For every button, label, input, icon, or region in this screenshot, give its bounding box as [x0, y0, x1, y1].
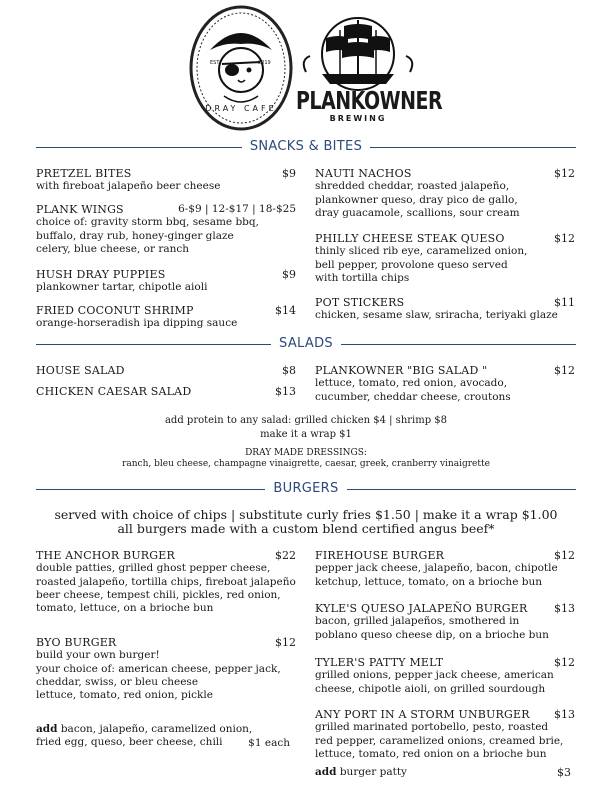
menu-item-fried-coconut-shrimp	[36, 304, 296, 331]
brewery-name: PLANKOWNER	[296, 86, 443, 116]
item-name: KYLE'S QUESO JALAPEÑO BURGER	[315, 602, 528, 615]
item-name: POT STICKERS	[315, 296, 405, 309]
menu-item-byo-burger	[36, 636, 296, 702]
unburger-add-text: burger patty	[336, 766, 407, 778]
section-header-snacks	[36, 138, 576, 156]
burger-beef-note: all burgers made with a custom blend certified angus beef*	[117, 521, 495, 536]
item-name: BYO BURGER	[36, 636, 117, 649]
item-name: ANY PORT IN A STORM UNBURGER	[315, 708, 530, 721]
item-price: $12	[554, 167, 575, 180]
dressings-list: ranch, bleu cheese, champagne vinaigrette, caesar, greek, cranberry vinaigrette	[122, 459, 490, 469]
brewery-sub: BREWING	[329, 114, 387, 123]
item-desc: double patties, grilled ghost pepper cheese, roasted jalapeño, tortilla chips, fireboat jalapeño beer cheese, tempest chili, pickles, red onion, tomato, lettuce, on a brioche bun	[36, 562, 296, 615]
byo-add-line1: bacon, jalapeño, caramelized onion,	[57, 723, 253, 735]
item-price: $11	[554, 296, 575, 309]
cafe-name: DRAY CAFE	[205, 104, 277, 113]
cafe-est-label: EST	[210, 60, 220, 66]
item-desc: with fireboat jalapeño beer cheese	[36, 180, 221, 193]
item-price: $12	[554, 232, 575, 245]
dressings-title: DRAY MADE DRESSINGS:	[245, 448, 367, 458]
item-price: $22	[275, 549, 296, 562]
menu-item-kyles-queso-jalapeno-burger	[315, 602, 575, 642]
item-name: CHICKEN CAESAR SALAD	[36, 385, 192, 398]
byo-add-ons	[36, 723, 296, 749]
item-price: 6-$9 | 12-$17 | 18-$25	[178, 203, 296, 215]
item-name: HOUSE SALAD	[36, 364, 125, 377]
item-desc: chicken, sesame slaw, sriracha, teriyaki glaze	[315, 309, 558, 322]
menu-item-any-port-unburger	[315, 708, 575, 761]
item-name: HUSH DRAY PUPPIES	[36, 268, 166, 281]
item-price: $8	[282, 364, 296, 377]
burger-sides-note: served with choice of chips | substitute curly fries $1.50 | make it a wrap $1.00	[54, 507, 558, 522]
section-header-burgers	[36, 480, 576, 498]
unburger-add-on	[315, 766, 575, 779]
item-desc: shredded cheddar, roasted jalapeño, plankowner queso, dray pico de gallo, dray guacamole, scallions, sour cream	[315, 180, 520, 219]
item-name: FIREHOUSE BURGER	[315, 549, 445, 562]
item-desc: lettuce, tomato, red onion, avocado, cucumber, cheddar cheese, croutons	[315, 377, 511, 403]
menu-item-pot-stickers	[315, 296, 575, 323]
item-desc: thinly sliced rib eye, caramelized onion, bell pepper, provolone queso served with tortilla chips	[315, 245, 528, 284]
unburger-add-price: $3	[557, 766, 571, 779]
menu-item-hush-dray-puppies	[36, 268, 296, 295]
byo-add-line2: fried egg, queso, beer cheese, chili	[36, 736, 223, 749]
menu-item-plank-wings	[36, 203, 296, 256]
item-name: PLANK WINGS	[36, 203, 124, 216]
item-desc: build your own burger! your choice of: american cheese, pepper jack, cheddar, swiss, or bleu cheese lettuce, tomato, red onion, pickle	[36, 649, 281, 702]
menu-item-chicken-caesar-salad	[36, 385, 296, 398]
item-desc: bacon, grilled jalapeños, smothered in poblano queso cheese dip, on a brioche bun	[315, 615, 549, 641]
section-header-salads	[36, 335, 576, 353]
item-price: $9	[282, 167, 296, 180]
item-price: $12	[554, 656, 575, 669]
item-desc: grilled onions, pepper jack cheese, american cheese, chipotle aioli, on grilled sourdough	[315, 669, 554, 695]
item-name: TYLER'S PATTY MELT	[315, 656, 444, 669]
item-price: $13	[554, 708, 575, 721]
item-desc: grilled marinated portobello, pesto, roasted red pepper, caramelized onions, creamed brie, lettuce, tomato, red onion on a brioche bun	[315, 721, 564, 760]
item-name: PHILLY CHEESE STEAK QUESO	[315, 232, 505, 245]
menu-item-tylers-patty-melt	[315, 656, 575, 696]
section-title-burgers: BURGERS	[265, 481, 346, 496]
item-price: $13	[554, 602, 575, 615]
section-title-snacks: SNACKS & BITES	[242, 139, 370, 154]
section-title-salads: SALADS	[271, 336, 341, 351]
item-desc: orange-horseradish ipa dipping sauce	[36, 317, 238, 330]
salad-wrap-note: make it a wrap $1	[260, 429, 352, 440]
menu-item-nauti-nachos	[315, 167, 575, 220]
item-name: FRIED COCONUT SHRIMP	[36, 304, 194, 317]
cafe-year-label: 2019	[258, 60, 271, 66]
item-desc: pepper jack cheese, jalapeño, bacon, chipotle ketchup, lettuce, tomato, on a brioche bun	[315, 562, 558, 588]
add-label: add	[36, 723, 58, 735]
menu-item-big-salad	[315, 364, 575, 404]
item-name: NAUTI NACHOS	[315, 167, 412, 180]
item-price: $12	[554, 364, 575, 377]
item-price: $12	[554, 549, 575, 562]
item-price: $9	[282, 268, 296, 281]
dray-cafe-logo	[188, 4, 294, 132]
item-desc: choice of: gravity storm bbq, sesame bbq, buffalo, dray rub, honey-ginger glaze celery, blue cheese, or ranch	[36, 216, 259, 255]
item-price: $12	[275, 636, 296, 649]
menu-item-house-salad	[36, 364, 296, 377]
item-price: $13	[275, 385, 296, 398]
menu-item-anchor-burger	[36, 549, 296, 615]
item-price: $14	[275, 304, 296, 317]
item-desc: plankowner tartar, chipotle aioli	[36, 281, 208, 294]
menu-item-pretzel-bites	[36, 167, 296, 194]
pirate-ship-icon	[296, 12, 420, 92]
item-name: PLANKOWNER "BIG SALAD "	[315, 364, 488, 377]
salad-protein-note: add protein to any salad: grilled chicken $4 | shrimp $8	[164, 415, 448, 426]
menu-item-firehouse-burger	[315, 549, 575, 589]
item-name: PRETZEL BITES	[36, 167, 132, 180]
byo-add-price: $1 each	[248, 737, 290, 749]
item-name: THE ANCHOR BURGER	[36, 549, 175, 562]
menu-item-philly-cheese-steak-queso	[315, 232, 575, 285]
add-label: add	[315, 766, 337, 778]
plankowner-logo	[296, 12, 443, 134]
